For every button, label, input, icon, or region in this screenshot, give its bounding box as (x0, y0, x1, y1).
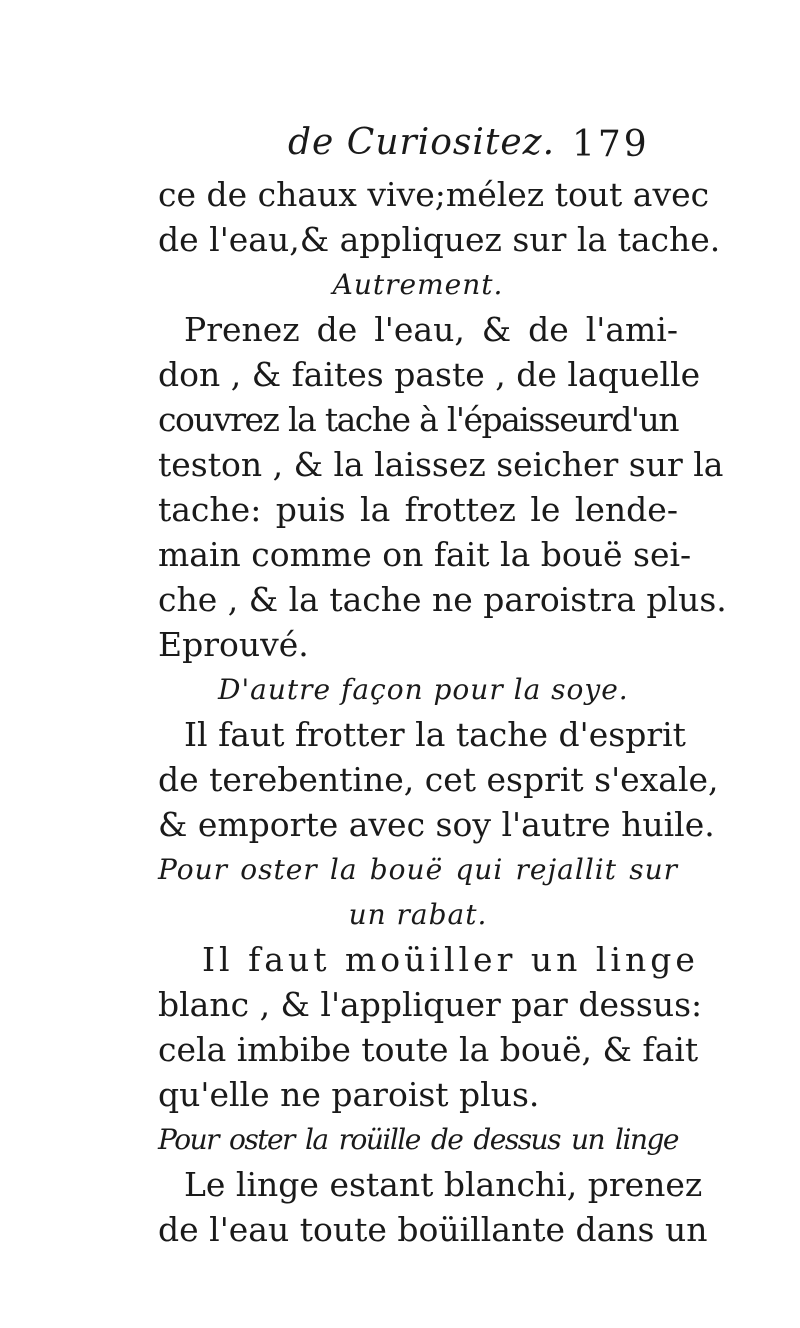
text-line: cela imbibe toute la bouë, & fait (158, 1030, 699, 1069)
text-line: de terebentine, cet esprit s'exale, (158, 760, 719, 799)
text-line: Eprouvé. (158, 625, 309, 664)
text-line: ce de chaux vive;mélez tout avec (158, 175, 710, 214)
page-header (0, 122, 800, 174)
text-line: Il faut moüiller un linge (202, 940, 699, 979)
text-line: de l'eau,& appliquez sur la tache. (158, 220, 721, 259)
text-line: teston , & la laissez seicher sur la (158, 445, 724, 484)
text-line: Prenez de l'eau, & de l'ami- (184, 310, 678, 349)
text-line: main comme on fait la bouë sei- (158, 535, 692, 574)
text-line: qu'elle ne paroist plus. (158, 1075, 540, 1114)
section-heading: un rabat. (348, 898, 488, 931)
text-line: couvrez la tache à l'épaisseurd'un (158, 400, 678, 439)
section-heading: Pour oster la roüille de dessus un linge (158, 1123, 678, 1156)
text-line: Le linge estant blanchi, prenez (184, 1165, 703, 1204)
page-number: 179 (572, 124, 650, 165)
running-title: de Curiositez. (288, 122, 556, 163)
section-heading: D'autre façon pour la soye. (218, 673, 629, 706)
text-line: Il faut frotter la tache d'esprit (184, 715, 686, 754)
section-heading: Autrement. (332, 268, 504, 301)
section-heading: Pour oster la bouë qui rejallit sur (158, 853, 678, 886)
page-body (158, 172, 727, 1252)
text-line: tache: puis la frottez le lende- (158, 490, 678, 529)
text-line: che , & la tache ne paroistra plus. (158, 580, 727, 619)
text-line: blanc , & l'appliquer par dessus: (158, 985, 703, 1024)
text-line: don , & faites paste , de laquelle (158, 355, 701, 394)
text-line: & emporte avec soy l'autre huile. (158, 805, 715, 844)
text-line: de l'eau toute boüillante dans un (158, 1210, 708, 1249)
